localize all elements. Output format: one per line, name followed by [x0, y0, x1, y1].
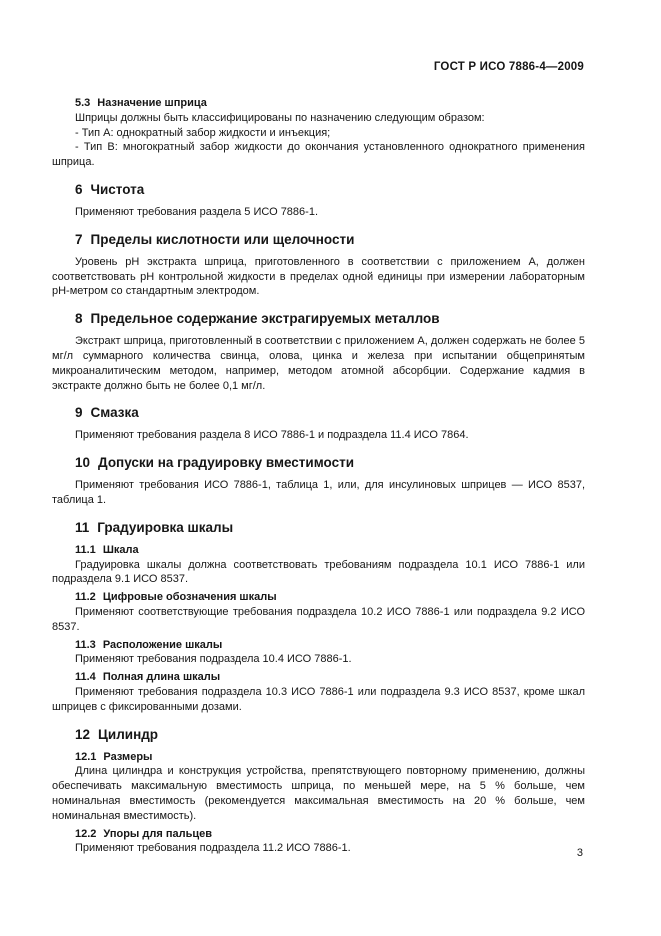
heading-number: 11.1 [75, 543, 96, 556]
paragraph: Градуировка шкалы должна соответствовать требованиям подраздела 10.1 ИСО 7886-1 или подраздела 9.1 ИСО 8537. [52, 558, 585, 586]
list-item: - Тип В: многократный забор жидкости до окончания установленного однократного применения шприца. [52, 141, 585, 169]
heading-title: Пределы кислотности или щелочности [90, 231, 355, 247]
heading-number: 12 [75, 726, 91, 742]
heading-number: 11.2 [75, 591, 96, 604]
paragraph: Экстракт шприца, приготовленный в соответствии с приложением А, должен содержать не более 5 мг/л суммарного количества свинца, олова, цинка и железа при испытании общепринятым микроаналитическим методом, например, методом атомной абсорбции. Содержание кадмия в экстракте должно быть не более 0,1 мг/л. [52, 335, 585, 392]
paragraph: Применяют требования подраздела 10.4 ИСО 7886-1. [75, 653, 352, 666]
paragraph: Уровень pH экстракта шприца, приготовленного в соответствии с приложением А, должен соответствовать pH контрольной жидкости в пределах одной единицы при измерении лабораторным pH-метром со стандартным электродом. [52, 255, 585, 298]
heading-title: Полная длина шкалы [102, 671, 221, 684]
running-header: ГОСТ Р ИСО 7886-4—2009 [433, 61, 584, 73]
paragraph: Применяют требования подраздела 11.2 ИСО 7886-1. [75, 842, 351, 855]
section-heading [52, 520, 585, 536]
subsection-heading [52, 96, 585, 111]
heading-title: Допуски на градуировку вместимости [98, 455, 354, 471]
subsection-heading [52, 750, 585, 765]
heading-title: Размеры [103, 750, 153, 763]
section-heading [52, 405, 585, 421]
heading-number: 10 [75, 455, 91, 471]
subsection-heading [52, 590, 585, 605]
heading-number: 5.3 [75, 97, 91, 109]
heading-title: Цифровые обозначения шкалы [102, 591, 277, 604]
heading-number: 12.2 [75, 827, 97, 840]
paragraph: Применяют требования раздела 5 ИСО 7886-1. [75, 205, 318, 218]
paragraph: Длина цилиндра и конструкция устройства, препятствующего повторному применению, должны обеспечивать максимальную вместимость шприца, по меньшей мере, на 5 % больше, чем номинальная вместимость (рекомендуется максимальная вместимость на 20 % больше, чем номинальная вместимость). [52, 765, 585, 822]
heading-title: Градуировка шкалы [97, 519, 234, 535]
subsection-heading [52, 638, 585, 653]
paragraph: Применяют требования ИСО 7886-1, таблица 1, или, для инсулиновых шприцев — ИСО 8537, таблица 1. [52, 479, 585, 506]
section-heading [52, 727, 585, 743]
section-heading [52, 182, 585, 198]
heading-number: 9 [75, 405, 83, 421]
heading-number: 6 [75, 181, 83, 197]
paragraph: Шприцы должны быть классифицированы по назначению следующим образом: [75, 111, 485, 124]
heading-number: 7 [75, 231, 83, 247]
document-body [52, 93, 585, 856]
subsection-heading [52, 543, 585, 558]
heading-title: Цилиндр [98, 726, 159, 742]
heading-number: 11 [75, 519, 90, 535]
subsection-heading [52, 827, 585, 842]
paragraph: Применяют требования раздела 8 ИСО 7886-1 и подраздела 11.4 ИСО 7864. [75, 429, 469, 442]
heading-title: Расположение шкалы [102, 638, 223, 651]
heading-title: Упоры для пальцев [103, 827, 212, 840]
heading-number: 11.3 [75, 638, 96, 651]
list-item: - Тип А: однократный забор жидкости и инъекция; [75, 126, 331, 139]
heading-title: Смазка [90, 405, 139, 421]
heading-title: Назначение шприца [97, 97, 207, 109]
heading-number: 12.1 [75, 750, 97, 763]
heading-title: Чистота [90, 181, 145, 197]
heading-number: 11.4 [75, 671, 96, 684]
section-heading [52, 455, 585, 471]
heading-title: Шкала [102, 543, 139, 556]
heading-title: Предельное содержание экстрагируемых металлов [90, 311, 440, 327]
paragraph: Применяют требования подраздела 10.3 ИСО 7886-1 или подраздела 9.3 ИСО 8537, кроме шкал шприцев с фиксированными дозами. [52, 685, 585, 713]
section-heading [52, 232, 585, 248]
subsection-heading [52, 670, 585, 685]
page-number: 3 [576, 847, 583, 859]
paragraph: Применяют соответствующие требования подраздела 10.2 ИСО 7886-1 или подраздела 9.2 ИСО 8537. [52, 605, 585, 633]
heading-number: 8 [75, 311, 83, 327]
section-heading [52, 311, 585, 327]
